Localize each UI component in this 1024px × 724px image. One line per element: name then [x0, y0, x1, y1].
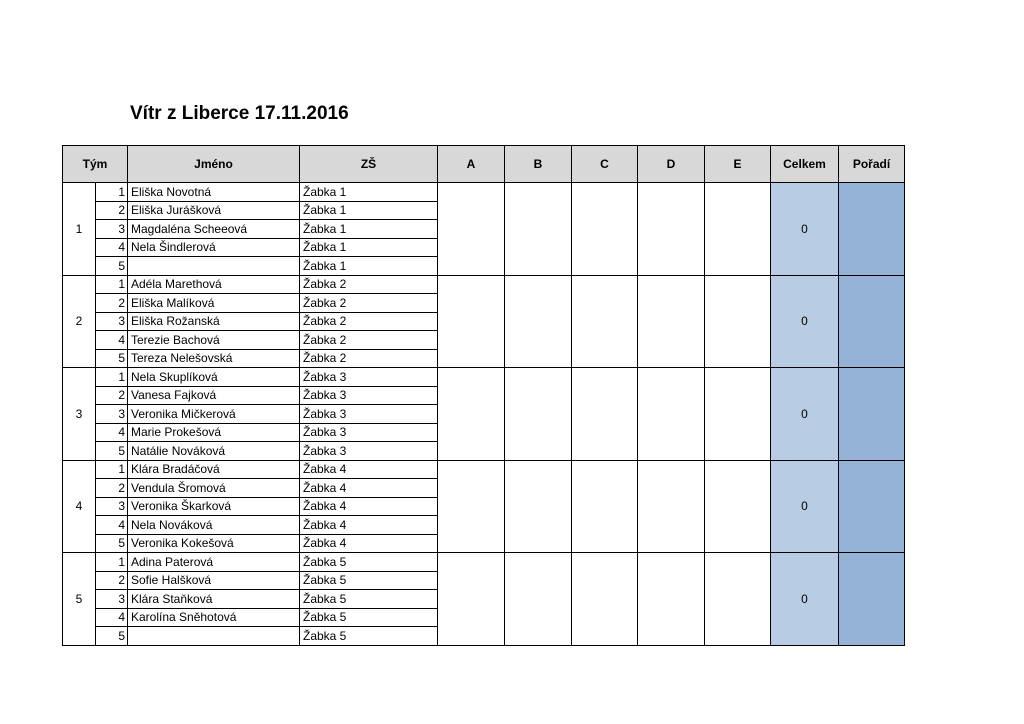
member-position: 4	[96, 331, 128, 350]
score-e-cell[interactable]	[705, 275, 771, 368]
team-total: 0	[771, 460, 839, 553]
team-rank	[839, 183, 905, 276]
member-school: Žabka 4	[300, 497, 438, 516]
member-position: 3	[96, 405, 128, 424]
member-school: Žabka 5	[300, 553, 438, 572]
member-name: Eliška Malíková	[128, 294, 300, 313]
member-name: Veronika Kokešová	[128, 534, 300, 553]
score-d-cell[interactable]	[638, 368, 705, 461]
score-e-cell[interactable]	[705, 460, 771, 553]
score-d-cell[interactable]	[638, 275, 705, 368]
member-school: Žabka 5	[300, 608, 438, 627]
score-d-cell[interactable]	[638, 553, 705, 646]
member-name: Veronika Škarková	[128, 497, 300, 516]
member-school: Žabka 1	[300, 238, 438, 257]
member-school: Žabka 4	[300, 534, 438, 553]
member-school: Žabka 3	[300, 405, 438, 424]
score-b-cell[interactable]	[505, 183, 572, 276]
member-school: Žabka 4	[300, 460, 438, 479]
member-name: Natálie Nováková	[128, 442, 300, 461]
member-position: 1	[96, 460, 128, 479]
score-b-cell[interactable]	[505, 460, 572, 553]
member-school: Žabka 3	[300, 386, 438, 405]
team-number: 3	[63, 368, 96, 461]
member-position: 2	[96, 294, 128, 313]
member-school: Žabka 5	[300, 571, 438, 590]
team-number: 2	[63, 275, 96, 368]
header-a: A	[438, 146, 505, 183]
table-row	[63, 275, 905, 294]
member-school: Žabka 3	[300, 368, 438, 387]
header-rank: Pořadí	[839, 146, 905, 183]
member-name: Veronika Mičkerová	[128, 405, 300, 424]
member-name: Eliška Jurášková	[128, 201, 300, 220]
member-position: 5	[96, 442, 128, 461]
score-a-cell[interactable]	[438, 368, 505, 461]
member-name: Adina Paterová	[128, 553, 300, 572]
member-position: 5	[96, 257, 128, 276]
table-row	[63, 183, 905, 202]
score-a-cell[interactable]	[438, 183, 505, 276]
member-school: Žabka 2	[300, 349, 438, 368]
member-name: Vanesa Fajková	[128, 386, 300, 405]
score-c-cell[interactable]	[572, 368, 638, 461]
header-c: C	[572, 146, 638, 183]
team-rank	[839, 553, 905, 646]
page-title: Vítr z Liberce 17.11.2016	[130, 103, 349, 124]
member-name: Eliška Novotná	[128, 183, 300, 202]
member-name: Vendula Šromová	[128, 479, 300, 498]
score-e-cell[interactable]	[705, 553, 771, 646]
member-name: Adéla Marethová	[128, 275, 300, 294]
member-school: Žabka 3	[300, 423, 438, 442]
score-b-cell[interactable]	[505, 553, 572, 646]
member-position: 1	[96, 183, 128, 202]
member-position: 5	[96, 349, 128, 368]
header-d: D	[638, 146, 705, 183]
member-name: Sofie Halšková	[128, 571, 300, 590]
team-rank	[839, 368, 905, 461]
header-team: Tým	[63, 146, 128, 183]
member-name: Nela Šindlerová	[128, 238, 300, 257]
score-d-cell[interactable]	[638, 183, 705, 276]
results-sheet	[62, 145, 905, 646]
member-name: Terezie Bachová	[128, 331, 300, 350]
member-school: Žabka 1	[300, 257, 438, 276]
team-rank	[839, 460, 905, 553]
member-position: 3	[96, 220, 128, 239]
score-a-cell[interactable]	[438, 553, 505, 646]
score-b-cell[interactable]	[505, 275, 572, 368]
member-school: Žabka 4	[300, 516, 438, 535]
member-name	[128, 257, 300, 276]
member-position: 4	[96, 516, 128, 535]
member-position: 5	[96, 627, 128, 646]
member-school: Žabka 1	[300, 183, 438, 202]
member-position: 1	[96, 553, 128, 572]
table-row	[63, 460, 905, 479]
member-name	[128, 627, 300, 646]
score-c-cell[interactable]	[572, 460, 638, 553]
team-total: 0	[771, 275, 839, 368]
member-name: Eliška Rožanská	[128, 312, 300, 331]
member-position: 4	[96, 608, 128, 627]
results-table	[62, 145, 905, 646]
member-position: 1	[96, 368, 128, 387]
score-c-cell[interactable]	[572, 183, 638, 276]
header-row	[63, 146, 905, 183]
member-position: 3	[96, 312, 128, 331]
score-e-cell[interactable]	[705, 368, 771, 461]
member-position: 2	[96, 201, 128, 220]
member-school: Žabka 5	[300, 627, 438, 646]
member-school: Žabka 2	[300, 312, 438, 331]
member-position: 4	[96, 423, 128, 442]
member-position: 1	[96, 275, 128, 294]
member-school: Žabka 2	[300, 331, 438, 350]
member-name: Karolína Sněhotová	[128, 608, 300, 627]
member-position: 3	[96, 590, 128, 609]
score-e-cell[interactable]	[705, 183, 771, 276]
member-position: 2	[96, 386, 128, 405]
member-name: Klára Bradáčová	[128, 460, 300, 479]
member-name: Nela Nováková	[128, 516, 300, 535]
results-body	[63, 183, 905, 646]
header-total: Celkem	[771, 146, 839, 183]
member-name: Klára Staňková	[128, 590, 300, 609]
team-number: 1	[63, 183, 96, 276]
header-e: E	[705, 146, 771, 183]
team-total: 0	[771, 553, 839, 646]
member-school: Žabka 1	[300, 220, 438, 239]
score-c-cell[interactable]	[572, 553, 638, 646]
table-row	[63, 368, 905, 387]
member-school: Žabka 3	[300, 442, 438, 461]
member-name: Tereza Nelešovská	[128, 349, 300, 368]
team-number: 5	[63, 553, 96, 646]
score-a-cell[interactable]	[438, 275, 505, 368]
team-number: 4	[63, 460, 96, 553]
header-school: ZŠ	[300, 146, 438, 183]
team-total: 0	[771, 368, 839, 461]
score-a-cell[interactable]	[438, 460, 505, 553]
member-name: Magdaléna Scheeová	[128, 220, 300, 239]
member-position: 2	[96, 571, 128, 590]
score-d-cell[interactable]	[638, 460, 705, 553]
member-school: Žabka 2	[300, 275, 438, 294]
team-total: 0	[771, 183, 839, 276]
member-position: 4	[96, 238, 128, 257]
header-name: Jméno	[128, 146, 300, 183]
member-position: 3	[96, 497, 128, 516]
member-school: Žabka 5	[300, 590, 438, 609]
member-name: Nela Skuplíková	[128, 368, 300, 387]
member-position: 2	[96, 479, 128, 498]
header-b: B	[505, 146, 572, 183]
score-c-cell[interactable]	[572, 275, 638, 368]
member-position: 5	[96, 534, 128, 553]
table-row	[63, 553, 905, 572]
member-school: Žabka 2	[300, 294, 438, 313]
score-b-cell[interactable]	[505, 368, 572, 461]
member-school: Žabka 4	[300, 479, 438, 498]
member-school: Žabka 1	[300, 201, 438, 220]
team-rank	[839, 275, 905, 368]
member-name: Marie Prokešová	[128, 423, 300, 442]
